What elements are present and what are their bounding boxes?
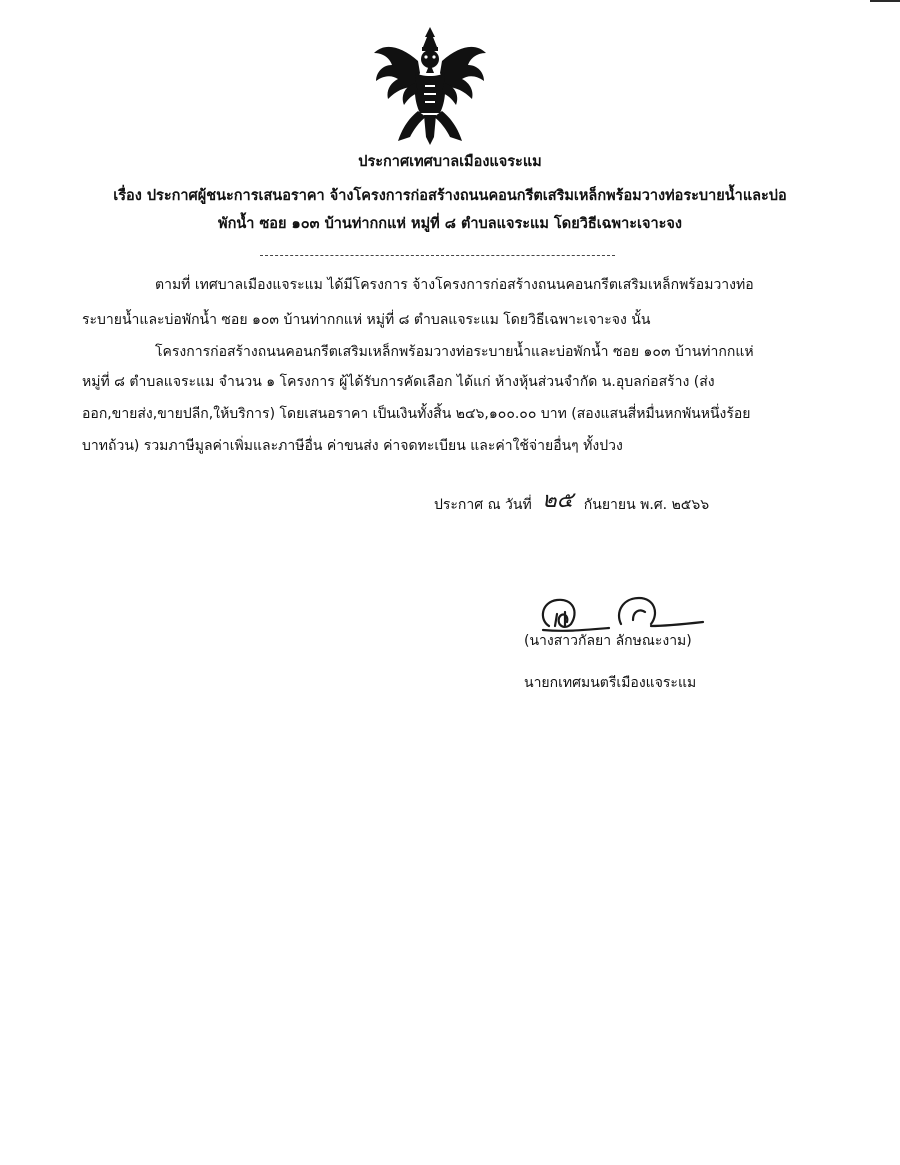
body-line: ตามที่ เทศบาลเมืองแจระแม ได้มีโครงการ จ้างโครงการก่อสร้างถนนคอนกรีตเสริมเหล็กพร้อมวางท่อ <box>155 277 754 293</box>
document-organization-title: ประกาศเทศบาลเมืองแจระแม <box>358 154 542 170</box>
announcement-date-prefix: ประกาศ ณ วันที่ <box>434 497 532 513</box>
body-line: ระบายน้ำและบ่อพักน้ำ ซอย ๑๐๓ บ้านท่ากกแห่ หมู่ที่ ๘ ตำบลแจระแม โดยวิธีเฉพาะเจาะจง นั้น <box>82 312 651 328</box>
body-line: หมู่ที่ ๘ ตำบลแจระแม จำนวน ๑ โครงการ ผู้ได้รับการคัดเลือก ได้แก่ ห้างหุ้นส่วนจำกัด น.อุบลก่อสร้าง (ส่ง <box>82 374 715 390</box>
document-subject-line-2: พักน้ำ ซอย ๑๐๓ บ้านท่ากกแห่ หมู่ที่ ๘ ตำบลแจระแม โดยวิธีเฉพาะเจาะจง <box>218 216 682 232</box>
body-line: บาทถ้วน) รวมภาษีมูลค่าเพิ่มและภาษีอื่น ค่าขนส่ง ค่าจดทะเบียน และค่าใช้จ่ายอื่นๆ ทั้งปวง <box>82 438 623 454</box>
document-subject-line-1: เรื่อง ประกาศผู้ชนะการเสนอราคา จ้างโครงการก่อสร้างถนนคอนกรีตเสริมเหล็กพร้อมวางท่อระบายน้ำและบ่อ <box>113 188 787 204</box>
announcement-date <box>434 488 710 517</box>
signer-name: (นางสาวกัลยา ลักษณะงาม) <box>524 633 692 649</box>
scan-edge-mark <box>870 0 900 10</box>
garuda-emblem <box>370 25 490 150</box>
announcement-date-day-handwritten: ๒๕ <box>542 488 574 513</box>
announcement-date-month-year: กันยายน พ.ศ. ๒๕๖๖ <box>583 497 710 513</box>
body-line: ออก,ขายส่ง,ขายปลีก,ให้บริการ) โดยเสนอราคา เป็นเงินทั้งสิ้น ๒๔๖,๑๐๐.๐๐ บาท (สองแสนสี่หมื่นหกพันหนึ่งร้อย <box>82 406 751 422</box>
signer-position: นายกเทศมนตรีเมืองแจระแม <box>524 675 697 691</box>
body-line: โครงการก่อสร้างถนนคอนกรีตเสริมเหล็กพร้อมวางท่อระบายน้ำและบ่อพักน้ำ ซอย ๑๐๓ บ้านท่ากกแห่ <box>155 344 754 360</box>
separator-rule <box>260 255 615 256</box>
